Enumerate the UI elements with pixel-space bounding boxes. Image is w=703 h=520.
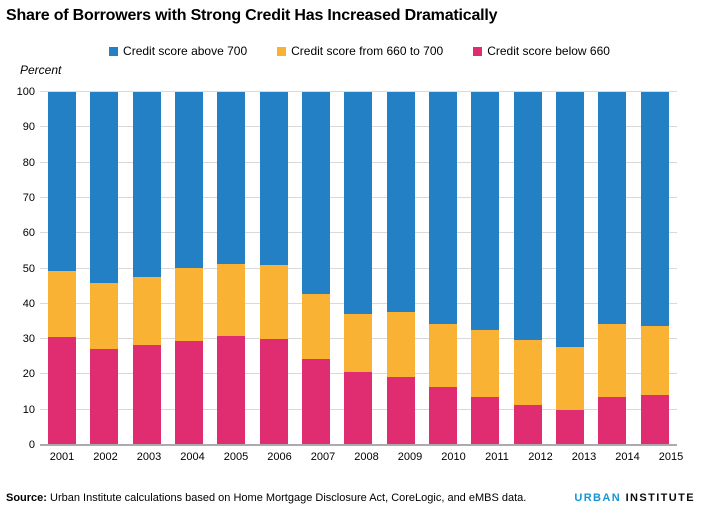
bar-segment-orange-2007: [302, 294, 330, 359]
y-tick-label-100: 100: [16, 86, 35, 98]
bar-segment-orange-2014: [598, 324, 626, 397]
bar-segment-orange-2009: [387, 312, 415, 377]
urban-institute-logo: [574, 492, 695, 504]
bar-segment-orange-2012: [514, 340, 542, 405]
x-tick-label-2011: 2011: [485, 451, 509, 463]
y-tick-label-10: 10: [22, 403, 35, 416]
bar-column-2002: [90, 92, 118, 445]
bar-column-2003: [133, 92, 161, 445]
bar-segment-orange-2001: [48, 271, 76, 338]
bar-segment-orange-2011: [471, 330, 499, 397]
x-tick-label-2006: 2006: [267, 451, 292, 463]
legend-item-above-700: [109, 44, 247, 58]
plot-area: [40, 92, 677, 445]
bar-segment-blue-2003: [133, 92, 161, 277]
bar-segment-orange-2010: [429, 324, 457, 387]
legend-label-below-660: Credit score below 660: [487, 44, 610, 58]
bar-segment-blue-2008: [344, 92, 372, 314]
bar-column-2004: [175, 92, 203, 445]
legend-swatch-pink-icon: [473, 47, 482, 56]
bar-segment-pink-2010: [429, 387, 457, 445]
bar-segment-pink-2005: [217, 336, 245, 445]
x-tick-label-2015: 2015: [658, 451, 684, 463]
bar-segment-pink-2013: [556, 410, 584, 445]
bar-segment-orange-2008: [344, 314, 372, 372]
bar-segment-pink-2006: [260, 339, 288, 445]
bar-column-2010: [429, 92, 457, 445]
bar-column-2006: [260, 92, 288, 445]
legend-item-660-to-700: [277, 44, 443, 58]
bar-segment-blue-2012: [514, 92, 542, 340]
bar-column-2014: [598, 92, 626, 445]
bar-segment-blue-2006: [260, 92, 288, 265]
bar-column-2009: [387, 92, 415, 445]
bar-segment-orange-2005: [217, 264, 245, 336]
bar-segment-orange-2013: [556, 347, 584, 410]
bar-column-2007: [302, 92, 330, 445]
y-tick-label-30: 30: [22, 333, 35, 346]
source-text: Urban Institute calculations based on Home Mortgage Disclosure Act, CoreLogic, and eMBS data.: [46, 492, 527, 504]
bar-segment-orange-2004: [175, 268, 203, 341]
bar-column-2008: [344, 92, 372, 445]
y-tick-label-70: 70: [22, 191, 35, 204]
bar-segment-blue-2010: [429, 92, 457, 324]
source-note: [6, 492, 526, 504]
legend-swatch-orange-icon: [277, 47, 286, 56]
bar-segment-pink-2003: [133, 345, 161, 445]
bar-segment-blue-2001: [48, 92, 76, 271]
x-tick-label-2001: 2001: [49, 451, 75, 463]
bar-segment-pink-2015: [641, 395, 669, 445]
bar-segment-pink-2001: [48, 337, 76, 445]
x-tick-label-2012: 2012: [528, 451, 553, 463]
legend: [0, 44, 703, 58]
bar-segment-blue-2013: [556, 92, 584, 347]
x-tick-label-2003: 2003: [136, 451, 162, 463]
legend-label-above-700: Credit score above 700: [123, 44, 248, 58]
legend-swatch-blue-icon: [109, 47, 118, 56]
logo-urban: URBAN: [574, 492, 622, 504]
bar-segment-blue-2009: [387, 92, 415, 312]
x-tick-label-2004: 2004: [180, 451, 205, 463]
bar-segment-pink-2011: [471, 397, 499, 445]
bar-segment-blue-2005: [217, 92, 245, 264]
bar-column-2005: [217, 92, 245, 445]
x-tick-label-2002: 2002: [93, 451, 118, 463]
chart-title: Share of Borrowers with Strong Credit Has Increased Dramatically: [6, 7, 498, 24]
bars-container: [40, 92, 677, 445]
bar-segment-pink-2007: [302, 359, 330, 445]
x-tick-label-2013: 2013: [571, 451, 597, 463]
bar-segment-blue-2011: [471, 92, 499, 330]
x-tick-label-2008: 2008: [354, 451, 379, 463]
bar-segment-pink-2014: [598, 397, 626, 445]
y-tick-label-60: 60: [22, 227, 35, 240]
legend-item-below-660: [473, 44, 610, 58]
bar-segment-orange-2015: [641, 326, 669, 395]
bar-segment-orange-2003: [133, 277, 161, 345]
x-axis-tick-labels: [40, 451, 693, 463]
y-tick-label-40: 40: [22, 297, 35, 310]
x-tick-label-2009: 2009: [397, 451, 423, 463]
bar-segment-pink-2004: [175, 341, 203, 445]
bar-segment-pink-2008: [344, 372, 372, 445]
y-tick-label-0: 0: [28, 439, 35, 451]
y-axis-tick-labels: [0, 86, 35, 451]
bar-column-2001: [48, 92, 76, 445]
logo-institute: INSTITUTE: [625, 492, 695, 504]
bar-column-2012: [514, 92, 542, 445]
bar-column-2015: [641, 92, 669, 445]
x-tick-label-2005: 2005: [223, 451, 249, 463]
bar-segment-blue-2014: [598, 92, 626, 324]
bar-segment-blue-2007: [302, 92, 330, 294]
y-axis-title: Percent: [20, 63, 62, 77]
bar-segment-blue-2002: [90, 92, 118, 283]
legend-label-660-to-700: Credit score from 660 to 700: [291, 44, 444, 58]
bar-column-2011: [471, 92, 499, 445]
bar-segment-orange-2006: [260, 265, 288, 339]
bar-segment-pink-2009: [387, 377, 415, 445]
y-tick-label-90: 90: [22, 121, 35, 134]
x-tick-label-2007: 2007: [310, 451, 336, 463]
x-axis-line: [40, 444, 677, 446]
y-tick-label-80: 80: [22, 156, 35, 169]
y-tick-label-20: 20: [22, 368, 35, 381]
source-label: Source:: [6, 492, 47, 504]
y-tick-label-50: 50: [22, 262, 35, 275]
bar-segment-orange-2002: [90, 283, 118, 349]
x-tick-label-2014: 2014: [615, 451, 640, 463]
bar-column-2013: [556, 92, 584, 445]
bar-segment-blue-2004: [175, 92, 203, 268]
bar-segment-pink-2002: [90, 349, 118, 445]
bar-segment-blue-2015: [641, 92, 669, 326]
x-tick-label-2010: 2010: [441, 451, 466, 463]
bar-segment-pink-2012: [514, 405, 542, 445]
